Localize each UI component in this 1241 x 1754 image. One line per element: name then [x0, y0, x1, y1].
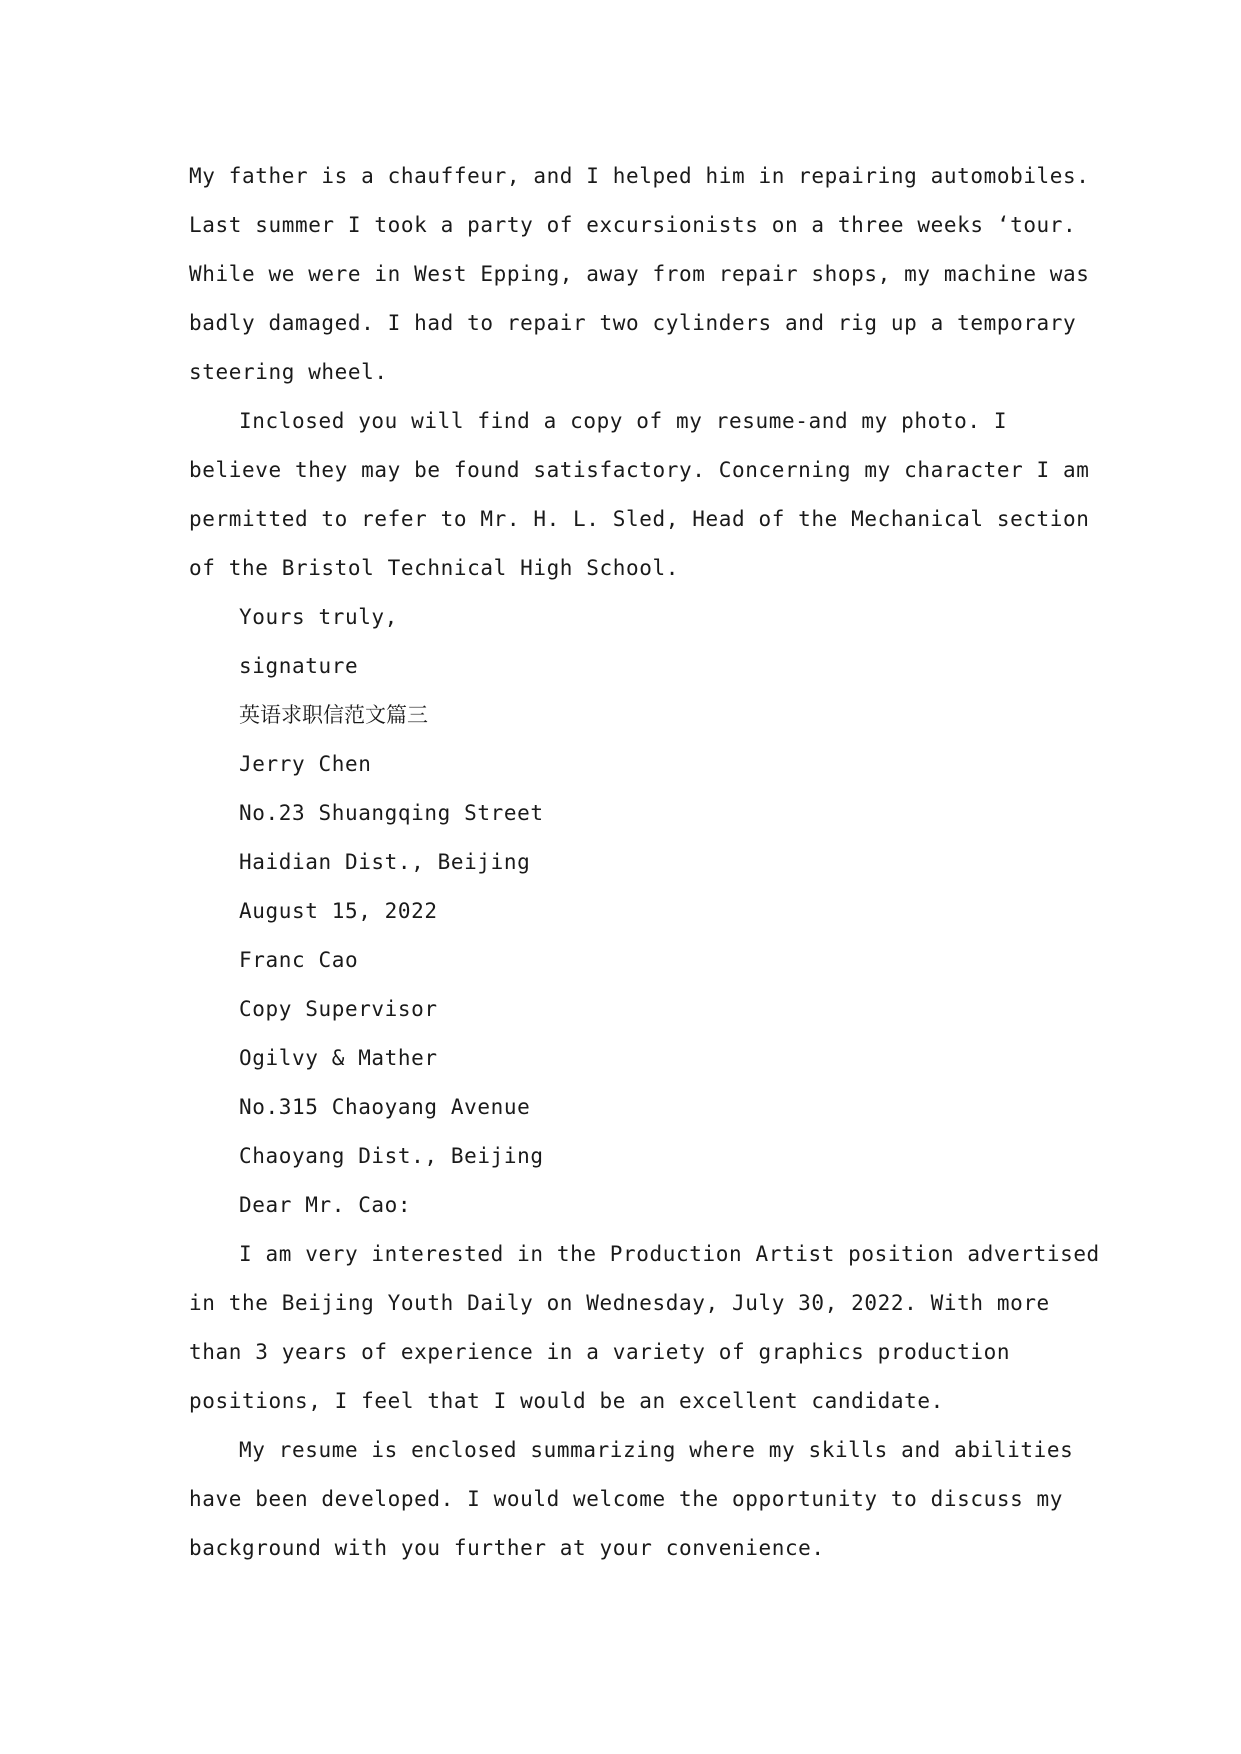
paragraph-line: background with you further at your convenience. [189, 1536, 825, 1560]
enclosure-line: Inclosed you will find a copy of my resume-and my photo. I [239, 409, 1008, 433]
paragraph-line: than 3 years of experience in a variety of graphics production [189, 1340, 1011, 1364]
enclosure-line: permitted to refer to Mr. H. L. Sled, Head of the Mechanical section [189, 507, 1090, 531]
paragraph-line: My resume is enclosed summarizing where my skills and abilities [239, 1438, 1074, 1462]
sender-city: Haidian Dist., Beijing [239, 850, 531, 874]
recipient-city: Chaoyang Dist., Beijing [239, 1144, 544, 1168]
sender-name: Jerry Chen [239, 752, 372, 776]
letter-text [189, 152, 1100, 1573]
paragraph-line: I am very interested in the Production Artist position advertised [239, 1242, 1100, 1266]
paragraph-line: have been developed. I would welcome the opportunity to discuss my [189, 1487, 1064, 1511]
signature: signature [239, 654, 359, 678]
recipient-street: No.315 Chaoyang Avenue [239, 1095, 531, 1119]
enclosure-line: of the Bristol Technical High School. [189, 556, 679, 580]
body-line: Last summer I took a party of excursionists on a three weeks ‘tour. [189, 213, 1077, 237]
recipient-company: Ogilvy & Mather [239, 1046, 438, 1070]
paragraph-line: positions, I feel that I would be an excellent candidate. [189, 1389, 944, 1413]
enclosure-line: believe they may be found satisfactory. Concerning my character I am [189, 458, 1090, 482]
salutation: Dear Mr. Cao: [239, 1193, 412, 1217]
paragraph-line: in the Beijing Youth Daily on Wednesday, July 30, 2022. With more [189, 1291, 1050, 1315]
body-line: badly damaged. I had to repair two cylinders and rig up a temporary [189, 311, 1077, 335]
recipient-name: Franc Cao [239, 948, 359, 972]
closing: Yours truly, [239, 605, 398, 629]
body-line: My father is a chauffeur, and I helped him in repairing automobiles. [189, 164, 1090, 188]
recipient-title: Copy Supervisor [239, 997, 438, 1021]
body-line: steering wheel. [189, 360, 388, 384]
sender-street: No.23 Shuangqing Street [239, 801, 544, 825]
section-heading: 英语求职信范文篇三 [239, 703, 428, 727]
body-line: While we were in West Epping, away from repair shops, my machine was [189, 262, 1090, 286]
letter-date: August 15, 2022 [239, 899, 438, 923]
